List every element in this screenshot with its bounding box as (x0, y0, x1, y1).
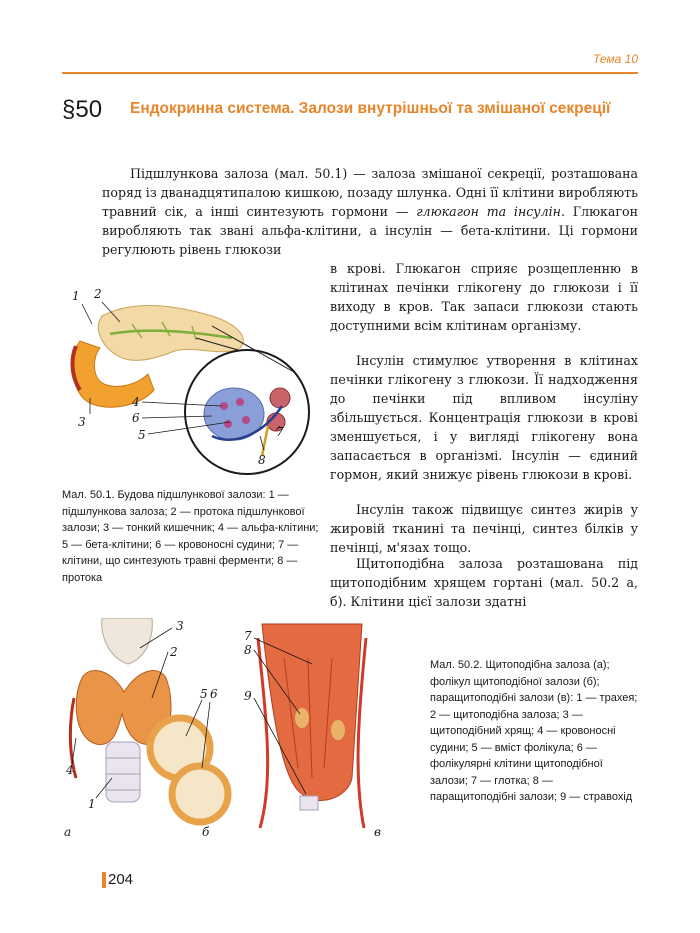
acinus-shape-1 (270, 388, 290, 408)
figure1-label: 6 (132, 411, 140, 425)
figure2-panel-label: в (374, 825, 381, 839)
islet-cell-3 (242, 416, 250, 424)
figure-pancreas (62, 286, 322, 481)
paragraph-1-text-a: Підшлункова залоза (мал. 50.1) — залоза змішаної секреції, розташована поряд із дванадцятипалою кишкою, позаду шлунка. Одні її клітини виробляють травний сік, а інші синтезують гормони — (102, 166, 638, 219)
paragraph-3: Інсулін також підвищує синтез жирів у жировій тканині та печінці, синтез білків у печінці, м'язах тощо. (330, 502, 638, 555)
leader-line-1 (82, 304, 92, 324)
figure2-label: 4 (66, 763, 74, 777)
figure1-label: 5 (138, 428, 146, 442)
figure2-label: 8 (244, 643, 252, 657)
figure2-label: 1 (88, 797, 96, 811)
figure-thyroid (62, 618, 422, 840)
paragraph-1-emphasis: глюкагон та інсулін. (416, 204, 565, 219)
section-number: §50 (62, 96, 103, 123)
parathyroid-gland-shape-1 (295, 708, 309, 728)
section-title: Ендокринна система. Залози внутрішньої та змішаної секреції (130, 100, 611, 117)
follicle-shape-2 (172, 766, 228, 822)
figure2-label: 3 (176, 619, 184, 633)
paragraph-1-text-b: Глюкагон виробляють так звані альфа-клітини, а інсулін — бета-клітини. Ці гормони регулюють рівень глюкози (102, 204, 639, 257)
page-number: 204 (108, 871, 134, 888)
leader-line-4 (72, 738, 76, 764)
islet-cell-4 (224, 420, 232, 428)
figure1-label: 4 (132, 395, 140, 409)
figure1-caption: Мал. 50.1. Будова підшлункової залози: 1 — підшлункова залоза; 2 — протока підшлункової залози; 3 — тонкий кишечник; 4 — альфа-клітини; 5 — бета-клітини; 6 — кровоносні судини; 7 — клітини, що синтезують травні ферменти; 8 — протока (62, 489, 319, 584)
figure2-label: 2 (170, 645, 178, 659)
theme-label: Тема 10 (592, 52, 638, 66)
paragraph-1 (102, 164, 638, 259)
paragraph-2: Інсулін стимулює утворення в клітинах печінки глікогену з глюкози. Її надходження до печінки під впливом інсуліну збільшується. Концентрація глюкози в крові зменшується, і у вигляді глікогену вона запасається в організмі. Інсулін — єдиний гормон, який знижує рівень глюкози в крові. (330, 353, 638, 482)
islet-cell-2 (236, 398, 244, 406)
figure1-label: 3 (78, 415, 86, 429)
paragraph-1-continued: в крові. Глюкагон сприяє розщепленню в клітинах печінки глікогену до глюкози і її виходу в кров. Так запаси глюкози стають доступними всім клітинам організму. (330, 261, 638, 333)
trachea-shape (106, 742, 140, 802)
parathyroid-gland-shape-2 (331, 720, 345, 740)
page-number-marker (102, 872, 106, 888)
figure2-label: 7 (244, 629, 252, 643)
figure2-label: 6 (210, 687, 218, 701)
paragraph-4: Щитоподібна залоза розташована під щитоподібним хрящем гортані (мал. 50.2 а, б). Клітини цієї залози здатні (330, 556, 638, 609)
figure2-label: 9 (244, 689, 252, 703)
figure1-label: 1 (72, 289, 80, 303)
figure1-label: 7 (276, 425, 284, 439)
header-rule (62, 72, 638, 74)
esophagus-shape (300, 796, 318, 810)
figure2-panel-label: б (202, 825, 210, 839)
figure2-caption: Мал. 50.2. Щитоподібна залоза (а); фолікул щитоподібної залози (б); паращитоподібні залози (в): 1 — трахея; 2 — щитоподібна залоза; 3 — щитоподібний хрящ; 4 — кровоносні судини; 5 — вміст фолікула; 6 — фолікулярні клітини щитоподібної залози; 7 — глотка; 8 — паращитоподібні залози; 9 — стравохід (430, 659, 638, 803)
figure1-label: 8 (258, 453, 266, 467)
figure2-panel-label: а (64, 825, 72, 839)
figure2-label: 5 (200, 687, 208, 701)
thyroid-cartilage-shape (102, 618, 153, 664)
figure1-label: 2 (94, 287, 102, 301)
